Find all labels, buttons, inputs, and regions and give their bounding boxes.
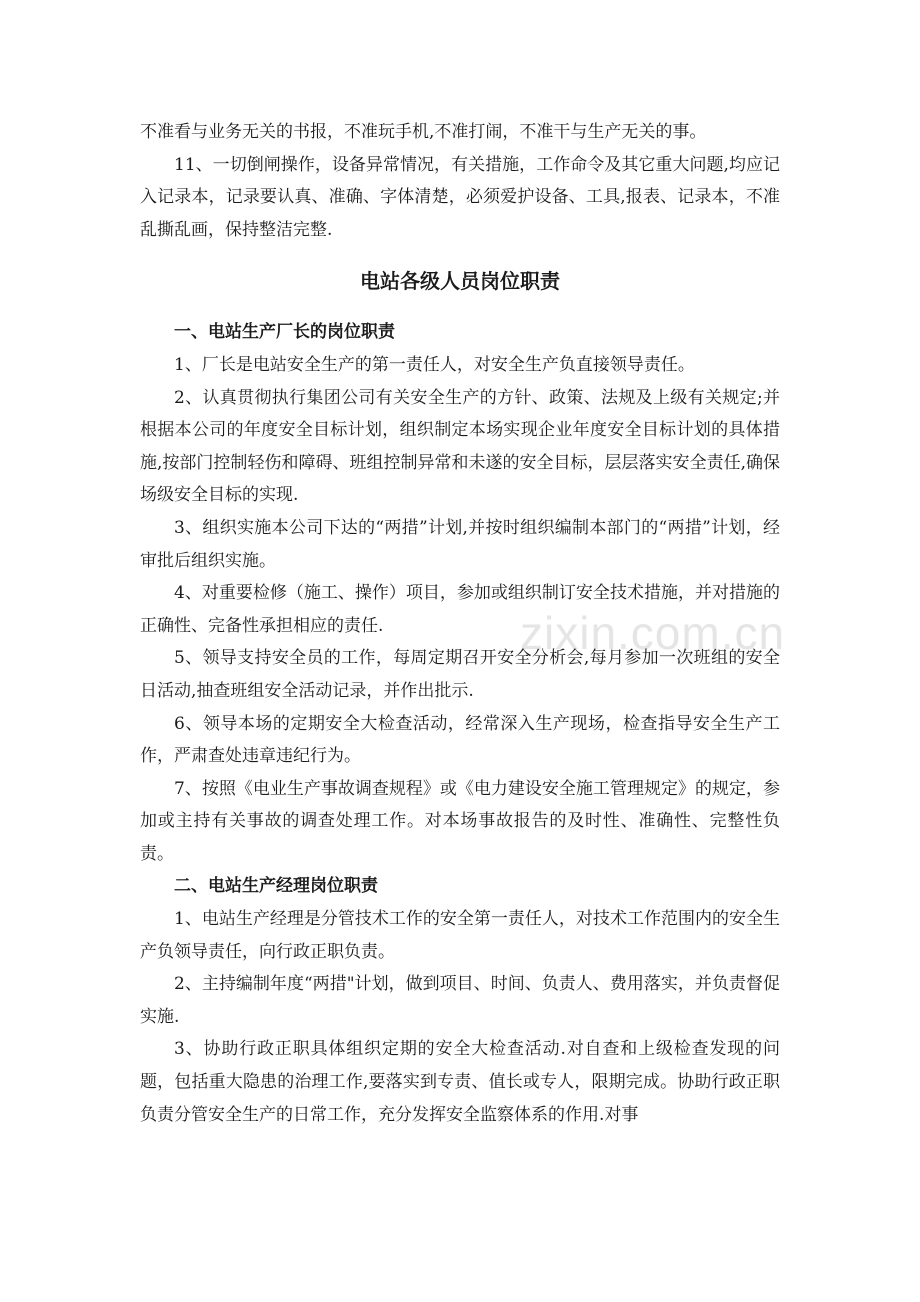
section1-item-6: 6、领导本场的定期安全大检查活动，经常深入生产现场，检查指导安全生产工作，严肃查处违章违纪行为。 <box>140 713 780 767</box>
section1-item-5: 5、领导支持安全员的工作，每周定期召开安全分析会,每月参加一次班组的安全日活动,抽查班组安全活动记录，并作出批示. <box>140 648 780 701</box>
paragraph-top-0: 不准看与业务无关的书报，不准玩手机,不准打闹，不准干与生产无关的事。 <box>140 122 707 142</box>
section1-item-3: 3、组织实施本公司下达的“两措”计划,并按时组织编制本部门的“两措”计划，经审批后组织实施。 <box>140 517 780 571</box>
section-heading-1: 一、电站生产厂长的岗位职责 <box>174 322 395 343</box>
section2-item-3: 3、协助行政正职具体组织定期的安全大检查活动.对自查和上级检查发现的问题，包括重大隐患的治理工作,要落实到专责、值长或专人，限期完成。协助行政正职负责分管安全生产的日常工作，充分发挥安全监察体系的作用.对事 <box>140 1039 780 1125</box>
document-page <box>140 116 780 1131</box>
section2-item-2: 2、主持编制年度“两措"计划，做到项目、时间、负责人、费用落实，并负责督促实施. <box>140 974 780 1027</box>
section2-item-1: 1、电站生产经理是分管技术工作的安全第一责任人，对技术工作范围内的安全生产负领导责任，向行政正职负责。 <box>140 909 780 962</box>
section1-item-7: 7、按照《电业生产事故调查规程》或《电力建设安全施工管理规定》的规定，参加或主持有关事故的调查处理工作。对本场事故报告的及时性、准确性、完整性负责。 <box>140 778 780 864</box>
section-heading-2: 二、电站生产经理岗位职责 <box>174 876 378 897</box>
document-title: 电站各级人员岗位职责 <box>360 269 560 294</box>
watermark-text: zixin.com.cn <box>520 607 786 659</box>
section1-item-2: 2、认真贯彻执行集团公司有关安全生产的方针、政策、法规及上级有关规定;并根据本公司的年度安全目标计划，组织制定本场实现企业年度安全目标计划的具体措施,按部门控制轻伤和障碍、班组控制异常和未遂的安全目标，层层落实安全责任,确保场级安全目标的实现. <box>140 387 780 506</box>
section1-item-4: 4、对重要检修（施工、操作）项目，参加或组织制订安全技术措施，并对措施的正确性、完备性承担相应的责任. <box>140 583 780 636</box>
paragraph-top-1: 11、一切倒闸操作，设备异常情况，有关措施，工作命令及其它重大问题,均应记入记录本，记录要认真、准确、字体清楚，必须爱护设备、工具,报表、记录本，不准乱撕乱画，保持整洁完整. <box>140 154 780 240</box>
section1-item-1: 1、厂长是电站安全生产的第一责任人，对安全生产负直接领导责任。 <box>174 354 695 375</box>
